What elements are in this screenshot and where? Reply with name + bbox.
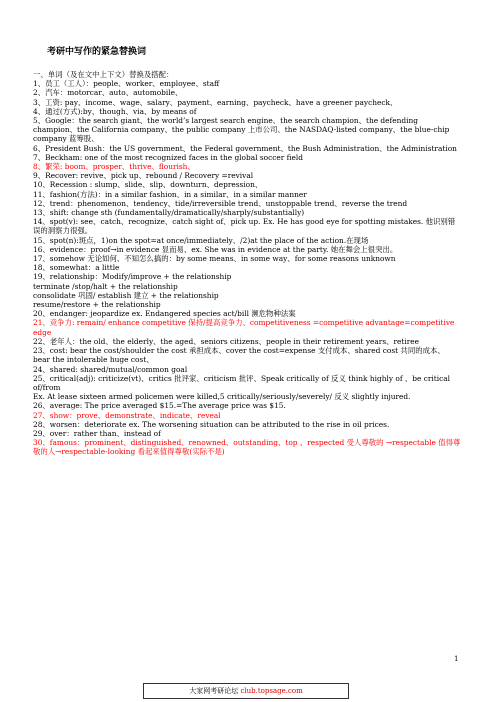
text-line: 11、fashion(方法)：in a similar fashion、in a similar、in a similar manner [33,189,307,199]
text-line: resume/restore + the relationship [33,300,161,310]
text-line: 5、Google：the search giant、the world’s largest search engine、the search champion、the defending champion、the California company、the public company 上市公司、the NASDAQ-listed company、the blue-chip company 蓝筹股、 [33,116,450,144]
footer-label: 大家网考研论坛 [189,687,239,695]
text-line: 4、通过(方式):by、though、via、by means of [33,106,197,116]
text-line: 一、单词（及在文中上下文）替换及搭配： [33,70,174,79]
text-line: 22、老年人：the old、the elderly、the aged、seniors citizens、people in their retirement years、retiree [33,336,420,346]
text-line: 21、竞争力: remain/ enhance competitive 保持/提高竞争力、competitiveness =competitive advantage=competitive edge [33,318,455,337]
text-line: 20、endanger: jeopardize ex. Endangered species act/bill 濒危物种法案 [33,309,296,319]
text-line: 28、worsen：deteriorate ex. The worsening situation can be attributed to the rise in oil prices. [33,419,390,429]
text-line: 17、somehow 无论如何、不知怎么搞的：by some means、in some way、for some reasons unknown [33,254,396,264]
text-line: 13、shift: change sth (fundamentally/dramatically/sharply/substantially) [33,208,305,218]
text-line: 15、spot(n):斑点，1)on the spot=at once/immediately、/2)at the place of the action.在现场 [33,235,369,245]
text-line: 10、Recession : slump、slide、slip、downturn、depression、 [33,180,263,190]
text-line: 14、spot(v): see、catch、recognize、catch sight of、pick up. Ex. He has good eye for spotting mistakes. 他识别错误的洞察力很强。 [33,217,456,236]
page-title: 考研中写作的紧急替换词 [47,47,147,57]
text-line: 26、average: The price averaged $15.=The average price was $15. [33,401,286,411]
text-line: 3、工资: pay、income、wage、salary、payment、earning、paycheck、have a greener paycheck、 [33,97,398,107]
text-line: 30、famous：prominent、distinguished、renowned、outstanding、top 、respected 受人尊敬的 →respectable 值得尊敬的人→respectable-looking 看起来值得尊敬(实际不是) [33,438,461,457]
text-line: 2、汽车：motorcar、auto、automobile、 [33,88,183,98]
text-line: 29、over：rather than、instead of [33,428,161,438]
text-line: 24、shared: shared/mutual/common goal [33,364,188,374]
text-line: consolidate 巩固/ establish 建立 + the relationship [33,290,219,300]
text-line: 27、show：prove、demonstrate、indicate、reveal [33,410,221,420]
text-line: 1、员工（工人）：people、worker、employee、staff [33,79,220,89]
text-line: 9、Recover: revive、pick up、rebound / Recovery =revival [33,171,254,181]
text-line: Ex. At lease sixteen armed policemen were killed,5 critically/seriously/severely/ 反义 slightly injured. [33,392,411,402]
text-line: 18、somewhat：a little [33,263,120,273]
text-line: 7、Beckham: one of the most recognized faces in the global soccer field [33,152,304,162]
footer-site-link[interactable]: club.topsage.com [240,687,303,695]
text-line: terminate /stop/halt + the relationship [33,281,178,291]
footer-banner[interactable] [143,683,349,699]
document-body [33,70,461,457]
text-line: 25、critical(adj): criticize(vt)、critics 批评家、criticism 批评、Speak critically of 反义 think highly of 、be critical of/from [33,373,451,392]
text-line: 23、cost: bear the cost/shoulder the cost 承担成本、cover the cost=expense 支付成本、shared cost 共同的成本、bear the intolerable huge cost、 [33,346,445,365]
text-line: 16、evidence：proof→in evidence 显而易、ex. She was in evidence at the party. 她在舞会上很突出。 [33,244,398,254]
text-line: 6、President Bush：the US government、the Federal government、the Bush Administration、the Administration [33,143,457,153]
page-number: 1 [454,655,459,663]
text-line: 8、繁荣: boom、prosper、thrive、flourish、 [33,162,195,172]
text-line: 19、relationship：Modify/improve + the relationship [33,272,232,282]
text-line: 12、trend：phenomenon、tendency、tide/irreversible trend、unstoppable trend、reverse the trend [33,198,408,208]
